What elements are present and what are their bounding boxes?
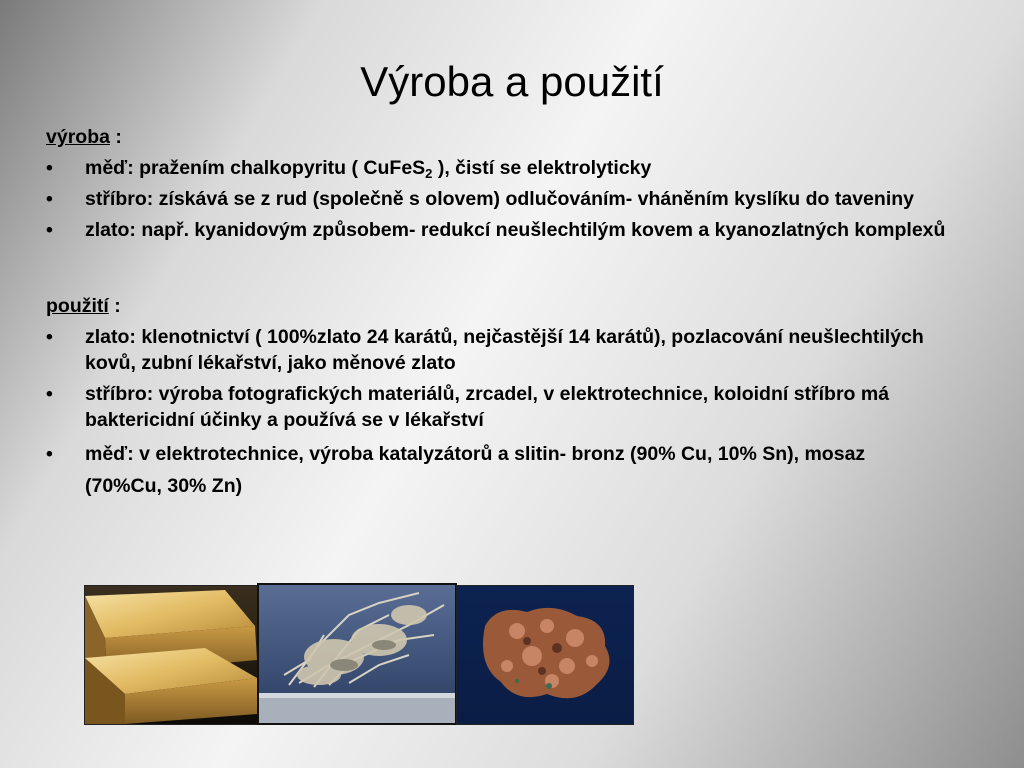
bullet: • [46,188,53,210]
item-text-pre: měď: pražením chalkopyritu ( CuFeS [85,157,426,179]
heading-text: výroba [46,126,110,148]
copper-nugget-photo [456,585,634,725]
bullet: • [46,383,53,405]
list-item [46,217,946,243]
list-item [46,155,946,181]
production-list [46,155,946,243]
gold-bars-photo [84,585,258,725]
list-item [46,186,946,212]
list-item [46,381,946,433]
section-heading-production [46,124,946,150]
bullet: • [46,219,53,241]
item-subscript: 2 [425,166,433,181]
slide-body [46,124,946,502]
silver-crystal-photo [257,583,457,725]
heading-colon: : [108,295,121,317]
list-item [46,324,946,376]
list-item [46,438,946,502]
item-text: stříbro: získává se z rud (společně s olovem) odlučováním- vháněním kyslíku do taveniny [85,188,914,210]
usage-list [46,324,946,502]
bullet: • [46,157,53,179]
item-text-post: ), čistí se elektrolyticky [432,157,652,179]
bullet: • [46,326,53,348]
heading-colon: : [109,126,122,148]
bullet: • [46,443,53,465]
item-text: měď: v elektrotechnice, výroba katalyzátorů a slitin- bronz (90% Cu, 10% Sn), mosaz (70%Cu, 30% Zn) [85,443,866,497]
item-text: zlato: např. kyanidovým způsobem- redukcí neušlechtilým kovem a kyanozlatných komplexů [85,219,946,241]
item-text: stříbro: výroba fotografických materiálů, zrcadel, v elektrotechnice, koloidní stříbro má baktericidní účinky a používá se v lékařství [85,383,890,431]
section-heading-usage [46,293,946,319]
item-text: zlato: klenotnictví ( 100%zlato 24 karátů, nejčastější 14 karátů), pozlacování neušlechtilých kovů, zubní lékařství, jako měnové zlato [85,326,924,374]
slide-title: Výroba a použití [360,58,664,105]
heading-text: použití [46,295,109,317]
